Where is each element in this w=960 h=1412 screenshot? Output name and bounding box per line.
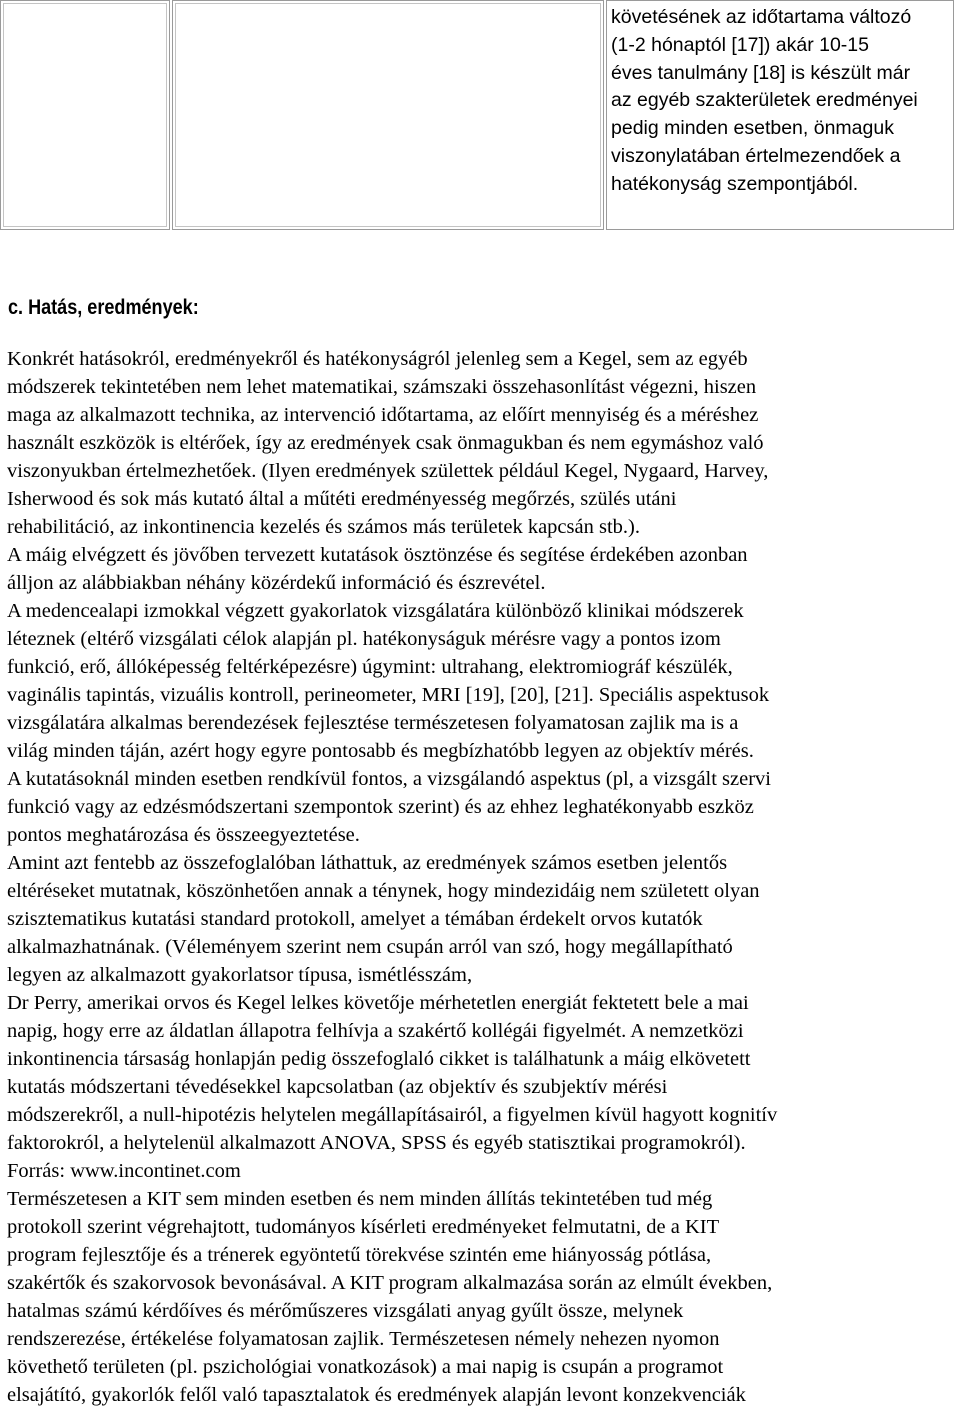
body-line: maga az alkalmazott technika, az intervenció időtartama, az előírt mennyiség és a méréshez	[7, 404, 759, 426]
body-line: Természetesen a KIT sem minden esetben és nem minden állítás tekintetében tud még	[7, 1188, 713, 1210]
body-line: napig, hogy erre az áldatlan állapotra felhívja a szakértő kollégái figyelmét. A nemzetközi	[7, 1020, 744, 1042]
body-line: funkció vagy az edzésmódszertani szempontok szerint) és az ehhez leghatékonyabb eszköz	[7, 796, 754, 818]
body-line: vaginális tapintás, vizuális kontroll, perineometer, MRI [19], [20], [21]. Speciális aspektusok	[7, 684, 770, 706]
body-line: inkontinencia társaság honlapján pedig összefoglaló cikket is találhatunk a máig elkövetett	[7, 1048, 751, 1070]
body-line: legyen az alkalmazott gyakorlatsor típusa, ismétlésszám,	[7, 964, 473, 986]
body-text	[7, 345, 960, 1409]
table-cell-empty-2	[172, 0, 604, 230]
table-cell-line: az egyéb szakterületek eredményei	[611, 89, 918, 112]
body-line: pontos meghatározása és összeegyeztetése.	[7, 824, 360, 846]
body-line: használt eszközök is eltérőek, így az eredmények csak önmagukban és nem egymáshoz való	[7, 432, 764, 454]
body-line: A medencealapi izmokkal végzett gyakorlatok vizsgálatára különböző klinikai módszerek	[7, 600, 744, 622]
table-cell-line: hatékonyság szempontjából.	[611, 172, 859, 195]
table-fragment	[0, 0, 954, 232]
body-line: vizsgálatára alkalmas berendezések fejlesztése természetesen folyamatosan zajlik ma is a	[7, 712, 739, 734]
body-line: elsajátító, gyakorlók felől való tapasztalatok és eredmények alapján levont konzekvenciák	[7, 1384, 746, 1406]
table-cell-line: (1-2 hónaptól [17]) akár 10-15	[611, 33, 869, 56]
body-line: léteznek (eltérő vizsgálati célok alapján pl. hatékonyságuk mérésre vagy a pontos izom	[7, 628, 721, 650]
body-line: szisztematikus kutatási standard protokoll, amelyet a témában érdekelt orvos kutatók	[7, 908, 703, 930]
table-cell-line: követésének az időtartama változó	[611, 6, 912, 28]
body-line: protokoll szerint végrehajtott, tudományos kísérleti eredményeket felmutatni, de a KIT	[7, 1216, 720, 1238]
body-line: módszerekről, a null-hipotézis helytelen megállapításairól, a figyelmen kívül hagyott kognitív	[7, 1104, 778, 1126]
body-line: A kutatásoknál minden esetben rendkívül fontos, a vizsgálandó aspektus (pl, a vizsgált szervi	[7, 768, 772, 790]
table-cell-text	[606, 0, 954, 230]
body-line: világ minden táján, azért hogy egyre pontosabb és megbízhatóbb legyen az objektív mérés.	[7, 740, 754, 762]
body-line: szakértők és szakorvosok bevonásával. A KIT program alkalmazása során az elmúlt években,	[7, 1272, 773, 1294]
body-line: követhető területen (pl. pszichológiai vonatkozások) a mai napig is csupán a programot	[7, 1356, 724, 1378]
table-cell-empty-1	[0, 0, 170, 230]
body-line: módszerek tekintetében nem lehet matematikai, számszaki összehasonlítást végezni, hiszen	[7, 376, 757, 398]
body-line: viszonyukban értelmezhetőek. (Ilyen eredmények születtek például Kegel, Nygaard, Harvey,	[7, 460, 769, 482]
body-line: kutatás módszertani tévedésekkel kapcsolatban (az objektív és szubjektív mérési	[7, 1076, 668, 1098]
table-cell-line: éves tanulmány [18] is készült már	[611, 61, 911, 84]
body-line: faktorokról, a helytelenül alkalmazott ANOVA, SPSS és egyéb statisztikai programokról).	[7, 1132, 746, 1154]
table-cell-line: pedig minden esetben, önmaguk	[611, 117, 894, 140]
body-line: Konkrét hatásokról, eredményekről és hatékonyságról jelenleg sem a Kegel, sem az egyéb	[7, 348, 748, 370]
body-line: hatalmas számú kérdőíves és mérőműszeres vizsgálati anyag gyűlt össze, melynek	[7, 1300, 684, 1322]
body-line: álljon az alábbiakban néhány közérdekű információ és észrevétel.	[7, 572, 546, 594]
body-line: Forrás: www.incontinet.com	[7, 1160, 241, 1182]
body-line: Amint azt fentebb az összefoglalóban láthattuk, az eredmények számos esetben jelentős	[7, 852, 728, 874]
body-line: A máig elvégzett és jövőben tervezett kutatások ösztönzése és segítése érdekében azonban	[7, 544, 748, 566]
body-line: funkció, erő, állóképesség feltérképezésre) úgymint: ultrahang, elektromiográf készülék,	[7, 656, 733, 678]
body-line: alkalmazhatnának. (Véleményem szerint nem csupán arról van szó, hogy megállapítható	[7, 936, 733, 958]
table-cell-line: viszonylatában értelmezendőek a	[611, 144, 901, 167]
body-line: eltéréseket mutatnak, köszönhetően annak a ténynek, hogy mindezidáig nem született olyan	[7, 880, 760, 902]
body-line: Isherwood és sok más kutató által a műtéti eredményesség megőrzés, szülés utáni	[7, 488, 677, 510]
body-line: rendszerezése, értékelése folyamatosan zajlik. Természetesen némely nehezen nyomon	[7, 1328, 720, 1350]
table-cell-paragraph	[607, 1, 953, 199]
body-line: program fejlesztője és a trénerek egyöntetű törekvése szintén eme hiányosság pótlása,	[7, 1244, 712, 1266]
body-line: Dr Perry, amerikai orvos és Kegel lelkes követője mérhetetlen energiát fektetett bele a mai	[7, 992, 749, 1014]
body-line: rehabilitáció, az inkontinencia kezelés és számos más területek kapcsán stb.).	[7, 516, 640, 538]
section-heading: c. Hatás, eredmények:	[8, 296, 199, 319]
